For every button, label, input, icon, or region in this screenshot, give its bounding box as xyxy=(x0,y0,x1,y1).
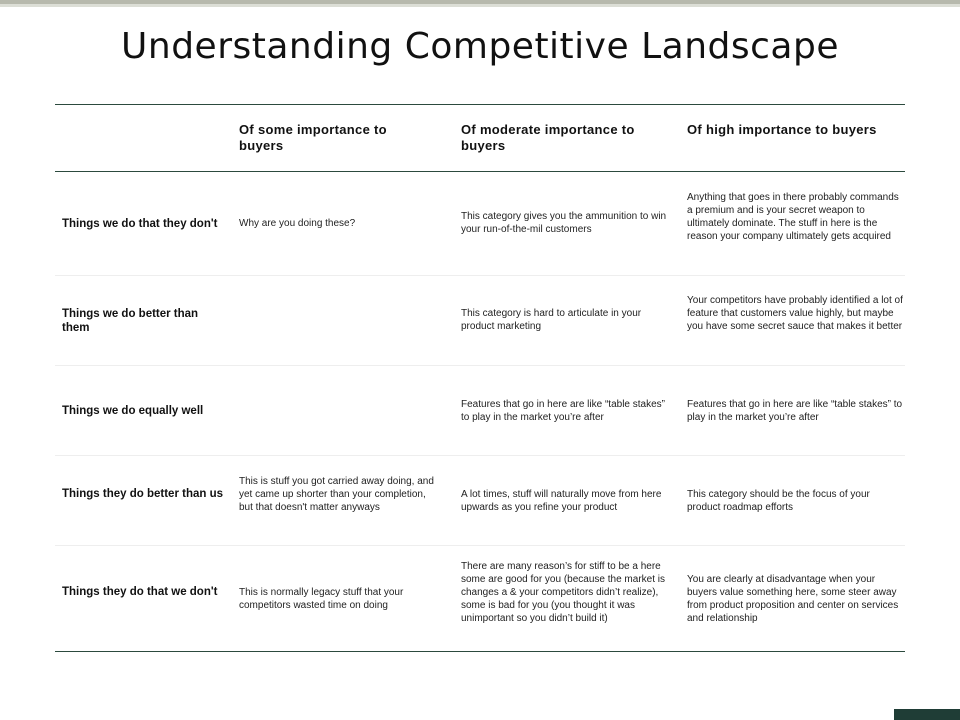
row-divider xyxy=(55,545,905,546)
table-top-rule xyxy=(55,104,905,105)
table-cell: Features that go in here are like “table stakes” to play in the market you’re after xyxy=(461,399,665,423)
table-cell: This category gives you the ammunition to win your run-of-the-mil customers xyxy=(461,211,667,235)
table-cell: Why are you doing these? xyxy=(239,218,356,229)
table-cell: There are many reason’s for stiff to be a here some are good for you (because the market is changes a & your competitors didn’t realize), some is bad for you (you thought it was unimportant so you didn’t build it) xyxy=(461,561,665,624)
top-accent-bar-light xyxy=(0,4,960,7)
column-header-some-importance: Of some importance to buyers xyxy=(239,122,387,153)
table-cell: You are clearly at disadvantage when your buyers value something here, some steer away from product proposition and center on services and relationship xyxy=(687,574,899,624)
row-label-we-do-they-dont: Things we do that they don't xyxy=(62,218,218,230)
table-cell: This category is hard to articulate in your product marketing xyxy=(461,308,642,332)
row-label-they-do-better: Things they do better than us xyxy=(62,488,224,500)
table-cell: This category should be the focus of your product roadmap efforts xyxy=(687,489,870,513)
table-cell: Anything that goes in there probably commands a premium and is your secret weapon to ultimately dominate. The stuff in here is the reason your company ultimately gets acquired xyxy=(687,192,899,242)
table-cell: This is normally legacy stuff that your competitors wasted time on doing xyxy=(239,587,404,611)
corner-accent-box xyxy=(894,709,960,720)
slide-title: Understanding Competitive Landscape xyxy=(121,26,839,67)
table-cell: Features that go in here are like “table stakes” to play in the market you’re after xyxy=(687,399,903,423)
column-header-moderate-importance: Of moderate importance to buyers xyxy=(461,122,635,153)
table-bottom-rule xyxy=(55,651,905,652)
row-label-equally-well: Things we do equally well xyxy=(62,405,204,417)
table-cell: This is stuff you got carried away doing, and yet came up shorter than your completion, but that doesn't matter anyways xyxy=(239,476,434,513)
table-cell: A lot times, stuff will naturally move from here upwards as you refine your product xyxy=(461,489,662,513)
row-divider xyxy=(55,365,905,366)
table-cell: Your competitors have probably identified a lot of feature that customers value highly, but maybe you have some secret sauce that makes it better xyxy=(687,295,903,332)
header-bottom-rule xyxy=(55,171,905,172)
column-header-high-importance: Of high importance to buyers xyxy=(687,122,877,137)
row-label-we-do-better: Things we do better than them xyxy=(62,308,199,334)
row-divider xyxy=(55,455,905,456)
row-divider xyxy=(55,275,905,276)
row-label-they-do-we-dont: Things they do that we don't xyxy=(62,586,218,598)
